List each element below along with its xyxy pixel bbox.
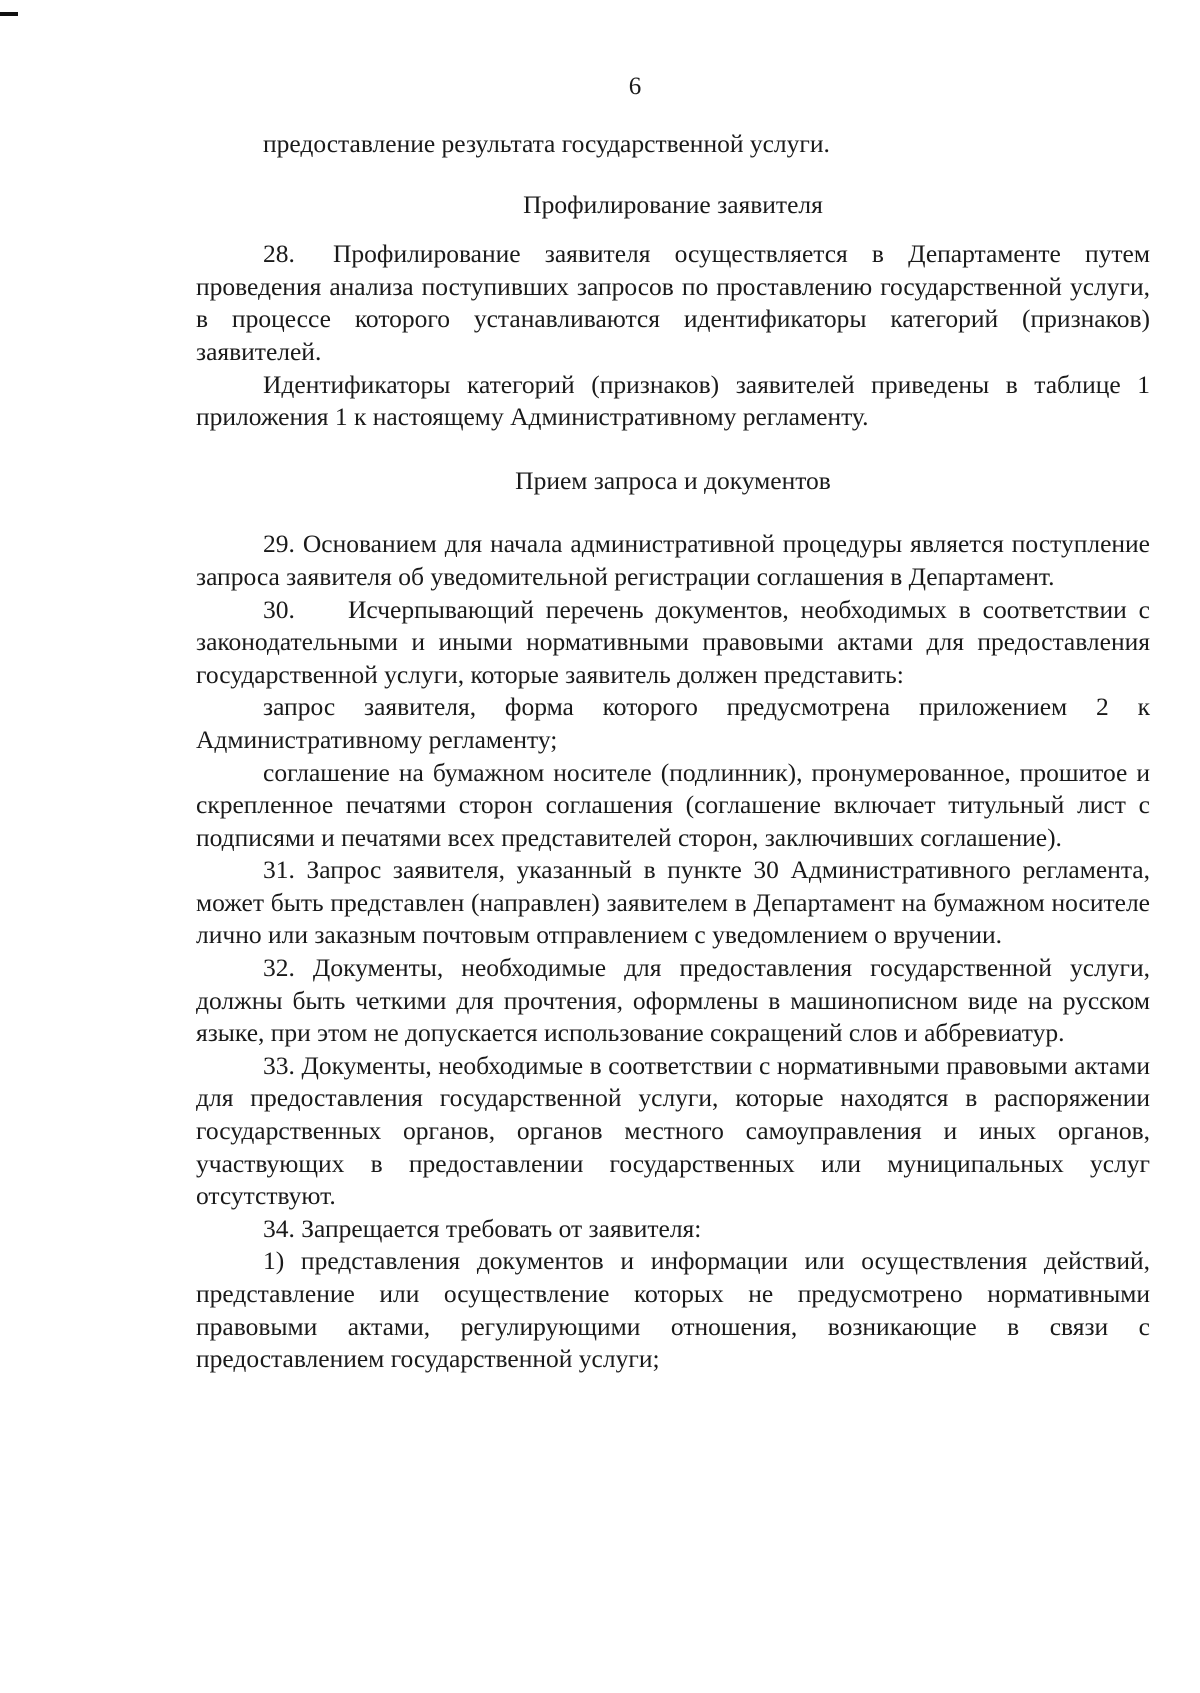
section-heading-profiling: Профилирование заявителя: [523, 189, 823, 219]
paragraph-intro: предоставление результата государственной услуги.: [263, 129, 830, 158]
paragraph-30: [196, 594, 1150, 692]
paragraph-29: 29. Основанием для начала административной процедуры является поступление запроса заявителя об уведомительной регистрации соглашения в Департамент.: [196, 529, 1150, 591]
scan-mark: [0, 12, 18, 16]
paragraph-32: 32. Документы, необходимые для предоставления государственной услуги, должны быть четкими для прочтения, оформлены в машинописном виде на русском языке, при этом не допускается использование сокращений слов и аббревиатур.: [196, 953, 1150, 1048]
paragraph-34-item-1: 1) представления документов и информации или осуществления действий, представление или осуществление которых не предусмотрено нормативными правовыми актами, регулирующими отношения, возникающие в связи с предоставлением государственной услуги;: [196, 1246, 1150, 1374]
paragraph-28: [196, 238, 1150, 368]
paragraph-30-text: Исчерпывающий перечень документов, необходимых в соответствии с законодательными и иными нормативными правовыми актами для предоставления государственной услуги, которые заявитель должен представить:: [196, 594, 1150, 689]
paragraph-31: 31. Запрос заявителя, указанный в пункте 30 Административного регламента, может быть представлен (направлен) заявителем в Департамент на бумажном носителе лично или заказным почтовым отправлением с уведомлением о вручении.: [196, 855, 1150, 950]
paragraph-30-number: 30.: [263, 594, 295, 624]
section-heading-reception: Прием запроса и документов: [515, 465, 831, 495]
paragraph-28-number: 28.: [263, 239, 295, 269]
paragraph-30-item-request: запрос заявителя, форма которого предусмотрена приложением 2 к Административному регламенту;: [196, 692, 1150, 754]
paragraph-28-identifiers: Идентификаторы категорий (признаков) заявителей приведены в таблице 1 приложения 1 к настоящему Административному регламенту.: [196, 369, 1150, 432]
paragraph-34: 34. Запрещается требовать от заявителя:: [263, 1213, 702, 1243]
paragraph-30-item-agreement: соглашение на бумажном носителе (подлинник), пронумерованное, прошитое и скрепленное печатями сторон соглашения (соглашение включает титульный лист с подписями и печатями всех представителей сторон, заключивших соглашение).: [196, 757, 1150, 852]
page-number: 6: [628, 73, 642, 100]
paragraph-28-text: Профилирование заявителя осуществляется в Департаменте путем проведения анализа поступивших запросов по проставлению государственной услуги, в процессе которого устанавливаются идентификаторы категорий (признаков) заявителей.: [196, 239, 1150, 366]
paragraph-33: 33. Документы, необходимые в соответствии с нормативными правовыми актами для предоставления государственной услуги, которые находятся в распоряжении государственных органов, органов местного самоуправления и иных органов, участвующих в предоставлении государственных или муниципальных услуг отсутствуют.: [196, 1050, 1150, 1211]
document-body: [196, 128, 1150, 1376]
